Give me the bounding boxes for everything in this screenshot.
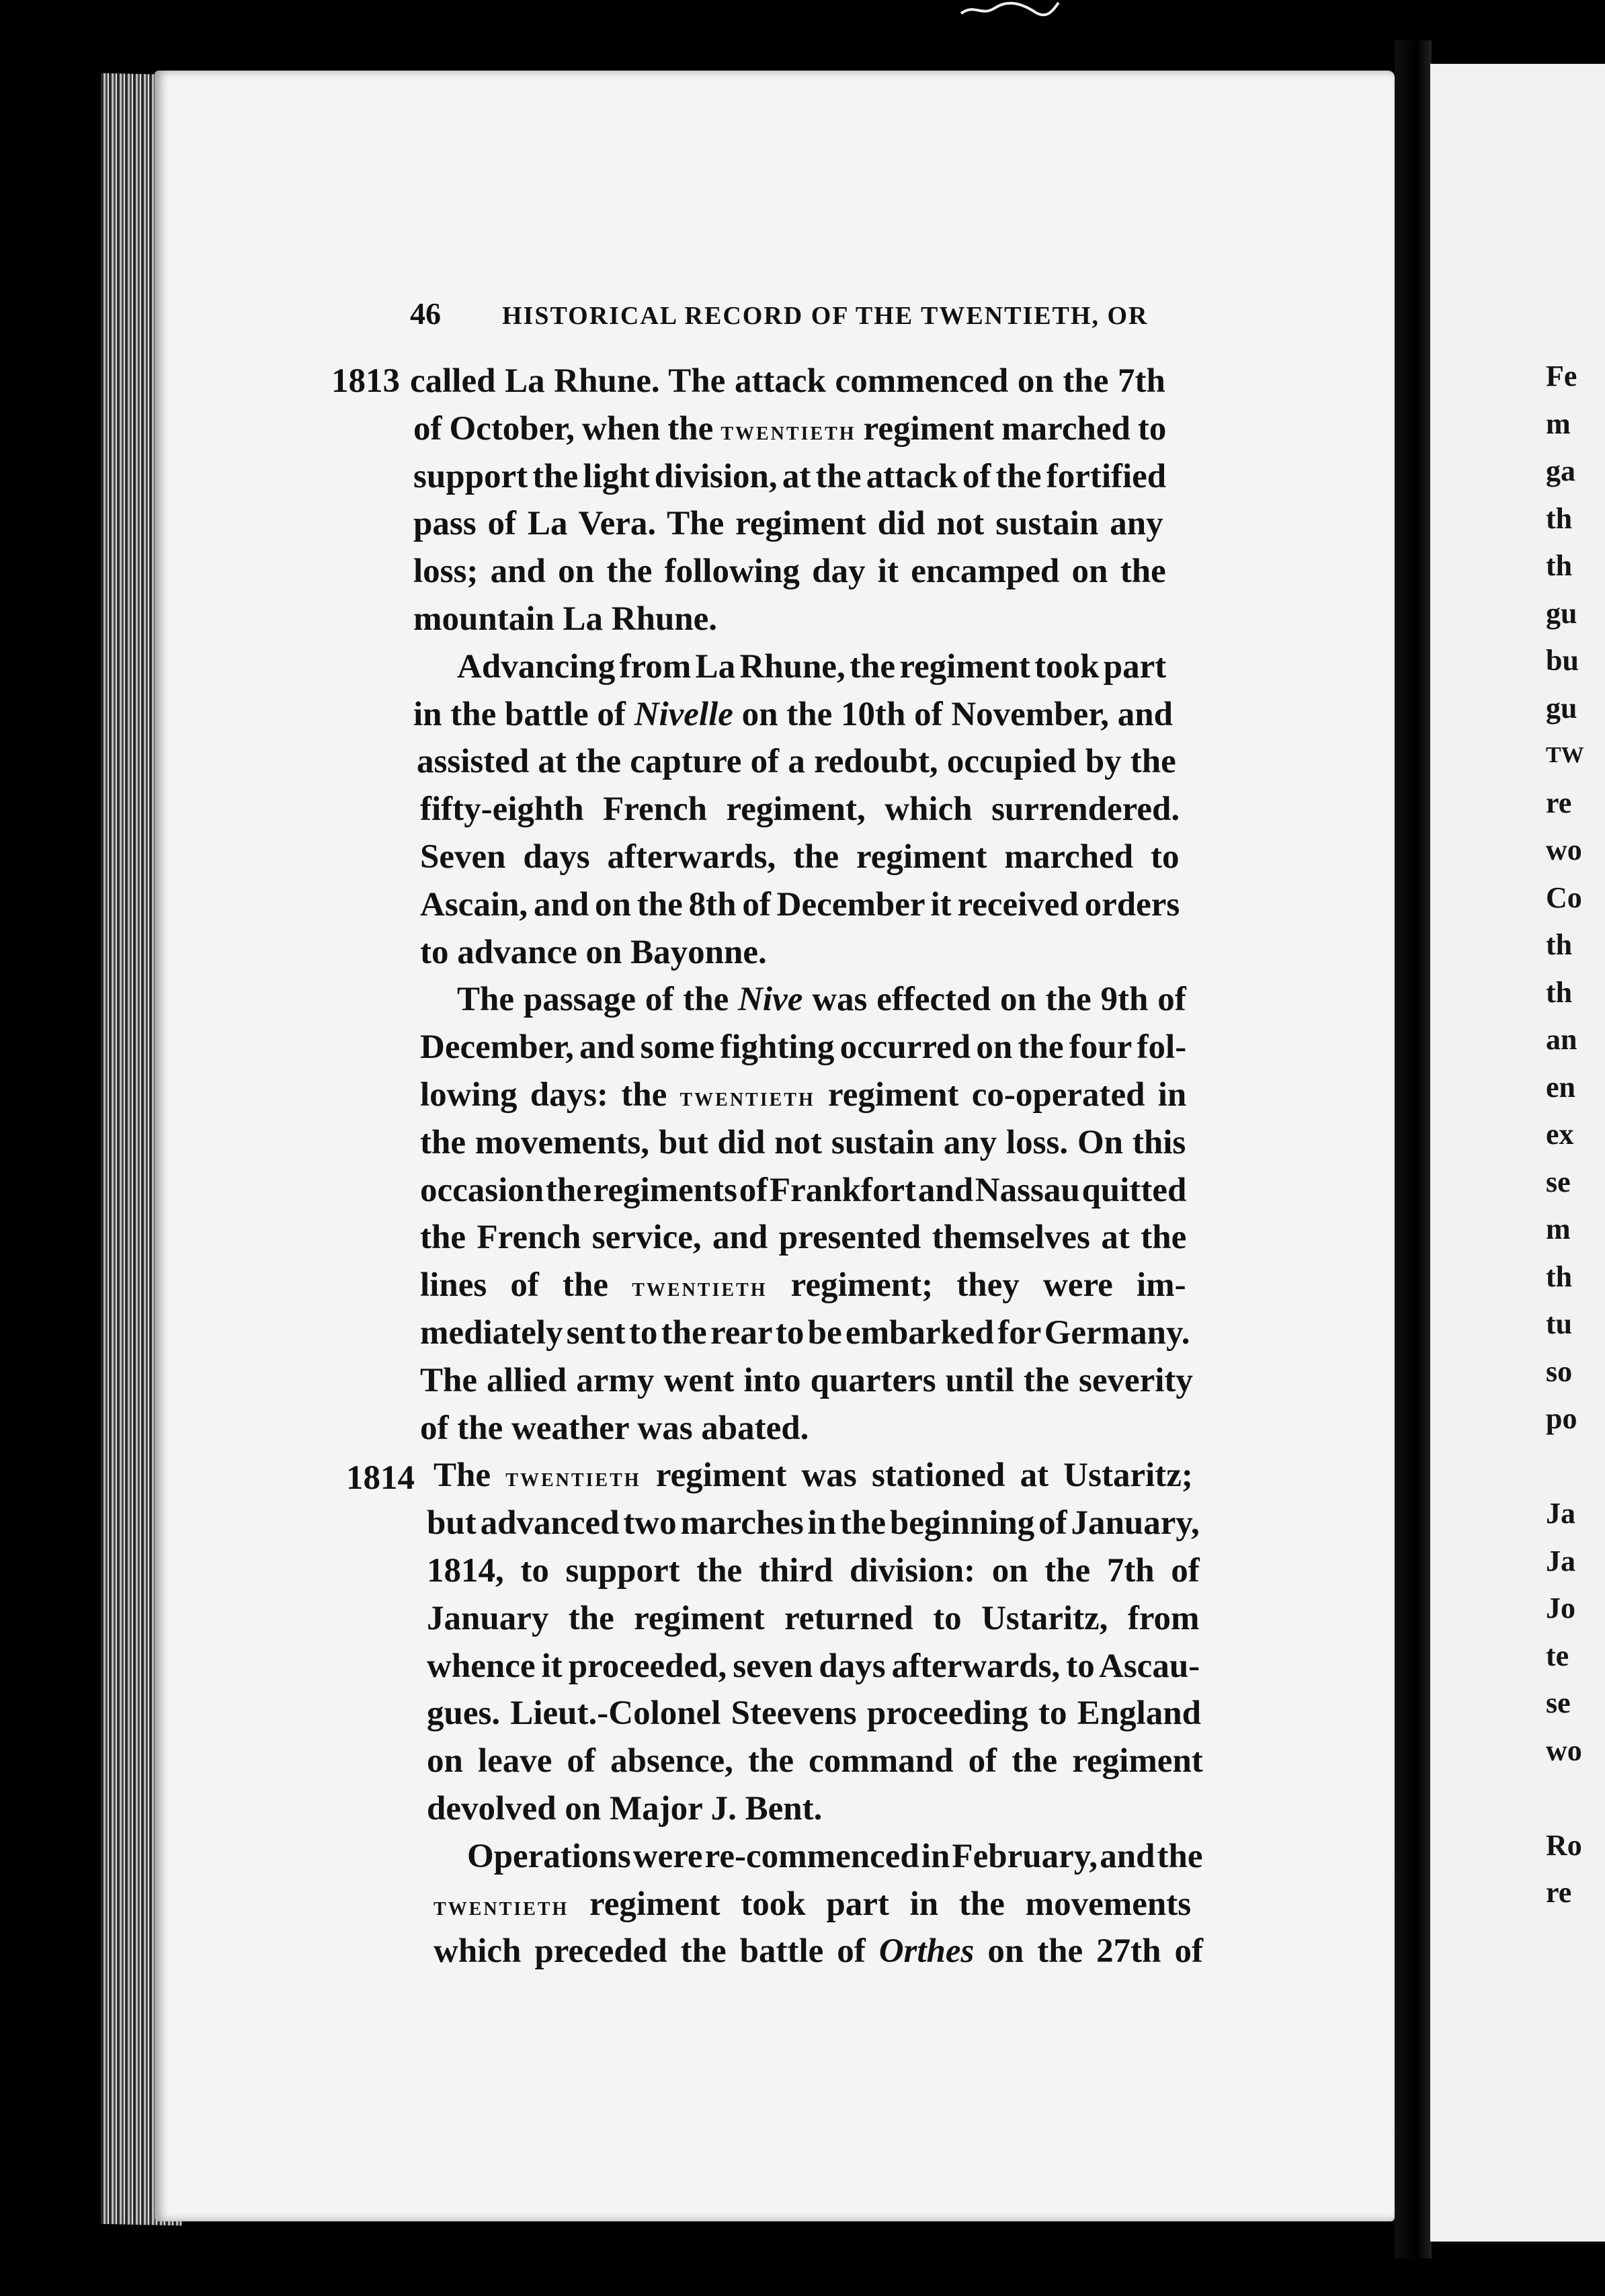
book-gutter xyxy=(1395,40,1432,2258)
right-page-fragment: Fe xyxy=(1546,360,1577,393)
body-line xyxy=(420,933,767,981)
line-text: The allied army went into quarters until the severity xyxy=(420,1361,1193,1399)
line-text: lines of the xyxy=(420,1266,632,1305)
body-line xyxy=(420,1123,1186,1171)
right-page-fragment: Ja xyxy=(1546,1544,1575,1577)
body-line xyxy=(467,1837,1203,1885)
line-text: occasion the regiments of Frankfort and Nassau quitted xyxy=(420,1171,1187,1209)
small-caps-text: twentieth xyxy=(505,1462,641,1493)
line-text: the French service, and presented themselves at the xyxy=(420,1219,1187,1257)
line-text: The xyxy=(434,1457,506,1495)
body-line xyxy=(434,1456,1193,1504)
body-line xyxy=(420,790,1180,837)
ink-mark-top xyxy=(954,0,1062,20)
margin-year-1814: 1814 xyxy=(346,1459,415,1497)
line-text: in the battle of xyxy=(413,695,634,733)
body-line xyxy=(413,600,717,647)
body-line xyxy=(427,1551,1200,1599)
body-line xyxy=(427,1647,1200,1694)
small-caps-text: twentieth xyxy=(632,1272,768,1303)
right-page-fragment: re xyxy=(1546,786,1572,819)
right-page-fragment: m xyxy=(1546,407,1571,440)
right-page-fragment: bu xyxy=(1546,644,1579,677)
right-page-fragment: tu xyxy=(1546,1307,1573,1340)
right-page-fragment: wo xyxy=(1546,1733,1582,1767)
line-text: Operations were re-commenced in February, and the xyxy=(467,1837,1203,1875)
line-text: regiment took part in the movements xyxy=(569,1885,1192,1923)
right-page-fragment: th xyxy=(1546,501,1573,535)
line-text: Ascain, and on the 8th of December it received orders xyxy=(420,885,1180,924)
line-text: which preceded the battle of xyxy=(434,1932,879,1971)
small-caps-text: twentieth xyxy=(680,1081,815,1112)
body-line xyxy=(420,1171,1186,1219)
body-line xyxy=(457,647,1166,695)
line-text: Advancing from La Rhune, the regiment took part xyxy=(457,647,1167,686)
line-text: fifty-eighth French regiment, which surrendered. xyxy=(420,790,1180,829)
line-text: pass of La Vera. The regiment did not sustain any xyxy=(413,505,1163,543)
line-text: devolved on Major J. Bent. xyxy=(427,1790,823,1828)
line-text: gues. Lieut.-Colonel Steevens proceeding to England xyxy=(427,1694,1202,1733)
right-page-fragment: se xyxy=(1546,1165,1571,1198)
right-page-fragment: an xyxy=(1546,1023,1577,1056)
line-text: called La Rhune. The attack commenced on the 7th xyxy=(410,362,1165,400)
line-text: whence it proceeded, seven days afterwards, to Ascau- xyxy=(427,1647,1200,1685)
right-page-fragment: m xyxy=(1546,1213,1571,1245)
line-text: regiment co-operated in xyxy=(815,1076,1187,1114)
line-text: regiment marched to xyxy=(856,409,1167,448)
body-line xyxy=(434,1885,1191,1932)
right-page-fragment: ex xyxy=(1546,1118,1574,1151)
body-line xyxy=(420,1028,1186,1075)
body-line xyxy=(413,504,1163,552)
line-text: but advanced two marches in the beginning of January, xyxy=(427,1504,1200,1543)
line-text: 1814, to support the third division: on the 7th of xyxy=(427,1552,1200,1590)
line-text: The passage of the xyxy=(457,981,739,1019)
right-page-fragment: Co xyxy=(1546,880,1582,914)
body-line xyxy=(413,457,1166,505)
body-line xyxy=(420,1266,1186,1313)
body-line xyxy=(420,1313,1190,1361)
right-page-fragment: se xyxy=(1546,1686,1571,1719)
right-page-fragment: Jo xyxy=(1546,1592,1575,1625)
right-page-fragment: th xyxy=(1546,549,1573,582)
right-page-fragment: gu xyxy=(1546,691,1577,725)
small-caps-text: twentieth xyxy=(721,415,856,446)
body-line xyxy=(427,1789,822,1837)
body-line xyxy=(413,409,1166,457)
body-line xyxy=(420,1361,1193,1409)
line-text: support the light division, at the attack of the fortified xyxy=(413,457,1167,495)
body-line xyxy=(427,1599,1200,1647)
right-page-fragment: Ja xyxy=(1546,1497,1575,1530)
line-text: January the regiment returned to Ustaritz, from xyxy=(427,1599,1200,1637)
line-text: loss; and on the following day it encamped on the xyxy=(413,552,1166,591)
right-page-fragment: re xyxy=(1546,1876,1572,1909)
line-text: on leave of absence, the command of the regiment xyxy=(427,1742,1203,1780)
line-text: of the weather was abated. xyxy=(420,1409,809,1447)
running-title: HISTORICAL RECORD OF THE TWENTIETH, OR xyxy=(502,302,1149,330)
right-page-fragment: ga xyxy=(1546,454,1575,487)
right-page-fragment: po xyxy=(1546,1402,1577,1435)
page-number: 46 xyxy=(410,296,441,331)
body-line xyxy=(427,1694,1201,1741)
body-line xyxy=(410,362,1165,409)
line-text: regiment was stationed at Ustaritz; xyxy=(641,1457,1193,1495)
body-line xyxy=(413,552,1166,600)
line-text: mountain La Rhune. xyxy=(413,600,718,638)
right-page-fragment: th xyxy=(1546,928,1573,961)
right-page-fragment xyxy=(1546,1774,1600,1822)
body-line xyxy=(457,980,1186,1028)
italic-text: Nive xyxy=(738,981,803,1019)
right-page-fragment: TW xyxy=(1546,743,1584,768)
line-text: of October, when the xyxy=(413,409,721,448)
right-page-fragment xyxy=(1546,1443,1600,1491)
body-line xyxy=(420,885,1180,933)
right-page-fragment: so xyxy=(1546,1354,1573,1388)
right-page-fragment: te xyxy=(1546,1639,1569,1672)
body-line xyxy=(420,1075,1186,1123)
body-line xyxy=(420,1218,1186,1266)
italic-text: Orthes xyxy=(878,1932,975,1971)
right-page-fragment: gu xyxy=(1546,596,1577,630)
line-text: mediately sent to the rear to be embarked for Germany. xyxy=(420,1314,1190,1352)
line-text: December, and some fighting occurred on the four fol- xyxy=(420,1028,1187,1067)
line-text: to advance on Bayonne. xyxy=(420,933,767,971)
body-line xyxy=(417,742,1176,790)
right-page-fragment: th xyxy=(1546,1260,1573,1293)
margin-year-1813: 1813 xyxy=(331,362,400,400)
body-line xyxy=(413,695,1173,743)
right-page-text-fragments xyxy=(1546,353,1600,1917)
body-line xyxy=(420,1409,809,1457)
right-page-fragment: en xyxy=(1546,1070,1575,1104)
line-text: on the 10th of November, and xyxy=(733,695,1173,733)
right-page-fragment: Ro xyxy=(1546,1828,1582,1862)
line-text: Seven days afterwards, the regiment marched to xyxy=(420,838,1180,876)
body-line xyxy=(434,1932,1203,1979)
line-text: on the 27th of xyxy=(974,1932,1203,1971)
body-line xyxy=(427,1504,1200,1551)
line-text: was effected on the 9th of xyxy=(803,981,1186,1019)
line-text: assisted at the capture of a redoubt, occupied by the xyxy=(417,743,1176,781)
small-caps-text: twentieth xyxy=(434,1890,569,1921)
line-text: regiment; they were im- xyxy=(767,1266,1186,1305)
right-page-fragment: wo xyxy=(1546,833,1582,866)
italic-text: Nivelle xyxy=(634,695,733,733)
line-text: the movements, but did not sustain any loss. On this xyxy=(420,1123,1186,1161)
body-line xyxy=(420,837,1180,885)
body-line xyxy=(427,1741,1203,1789)
right-page-fragment: th xyxy=(1546,975,1573,1009)
line-text: lowing days: the xyxy=(420,1076,680,1114)
